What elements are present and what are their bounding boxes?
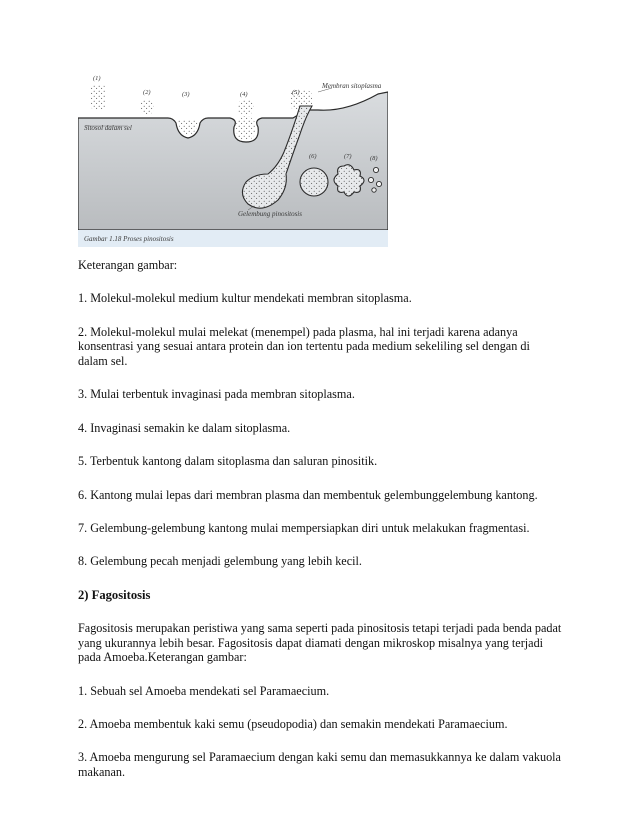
legend-title: Keterangan gambar:: [78, 258, 178, 272]
label-vesicle: Gelembung pinositosis: [238, 210, 302, 218]
cytoplasm-region: [78, 92, 388, 230]
molecules-1: [90, 84, 106, 110]
fig-num-2: (2): [143, 89, 151, 96]
fig-num-1: (1): [93, 75, 101, 82]
pino-item-3: 3. Mulai terbentuk invaginasi pada membran sitoplasma.: [78, 387, 355, 402]
fago-item-3: 3. Amoeba mengurung sel Paramaecium dengan kaki semu dan memasukkannya ke dalam vakuola makanan.: [78, 750, 561, 780]
label-membrane: Membran sitoplasma: [322, 82, 382, 90]
label-cytosol: Sitosol dalam sel: [84, 124, 132, 132]
figure-caption: Gambar 1.18 Proses pinositosis: [84, 235, 174, 243]
fago-item-2: 2. Amoeba membentuk kaki semu (pseudopodia) dan semakin mendekati Paramaecium.: [78, 717, 508, 732]
pino-item-5: 5. Terbentuk kantong dalam sitoplasma dan saluran pinositik.: [78, 454, 378, 469]
fig-num-8: (8): [370, 155, 378, 162]
fig-num-3: (3): [182, 91, 190, 98]
invagination-3: [178, 120, 198, 135]
fig-num-6: (6): [309, 153, 317, 160]
pino-item-2: 2. Molekul-molekul mulai melekat (menempel) pada plasma, hal ini terjadi karena adanya konsentrasi yang sesuai antara protein dan ion tertentu pada medium sekeliling sel dengan di dalam sel.: [78, 324, 530, 368]
pinocytosis-figure: [78, 70, 388, 247]
pinocytosis-diagram: [78, 70, 388, 247]
pino-item-1: 1. Molekul-molekul medium kultur mendekati membran sitoplasma.: [78, 291, 412, 306]
fago-item-1: 1. Sebuah sel Amoeba mendekati sel Paramaecium.: [78, 683, 330, 698]
pocket-4: [236, 116, 256, 140]
fig-num-4: (4): [240, 91, 248, 98]
pino-item-6: 6. Kantong mulai lepas dari membran plasma dan membentuk gelembunggelembung kantong.: [78, 487, 538, 502]
molecules-2: [140, 100, 154, 114]
fago-paragraph: Fagositosis merupakan peristiwa yang sama seperti pada pinositosis tetapi terjadi pada benda padat yang ukurannya lebih besar. Fagositosis dapat diamati dengan mikroskop misalnya yang terjadi pada Amoeba.Keterangan gambar:: [78, 621, 562, 665]
pino-item-4: 4. Invaginasi semakin ke dalam sitoplasma.: [78, 420, 291, 435]
pino-item-7: 7. Gelembung-gelembung kantong mulai mempersiapkan diri untuk melakukan fragmentasi.: [78, 520, 530, 535]
document-body: [78, 258, 562, 798]
fig-num-7: (7): [344, 153, 352, 160]
pino-item-8: 8. Gelembung pecah menjadi gelembung yang lebih kecil.: [78, 554, 362, 569]
fig-num-5: (5): [292, 89, 300, 96]
section-heading: 2) Fagositosis: [78, 587, 151, 602]
